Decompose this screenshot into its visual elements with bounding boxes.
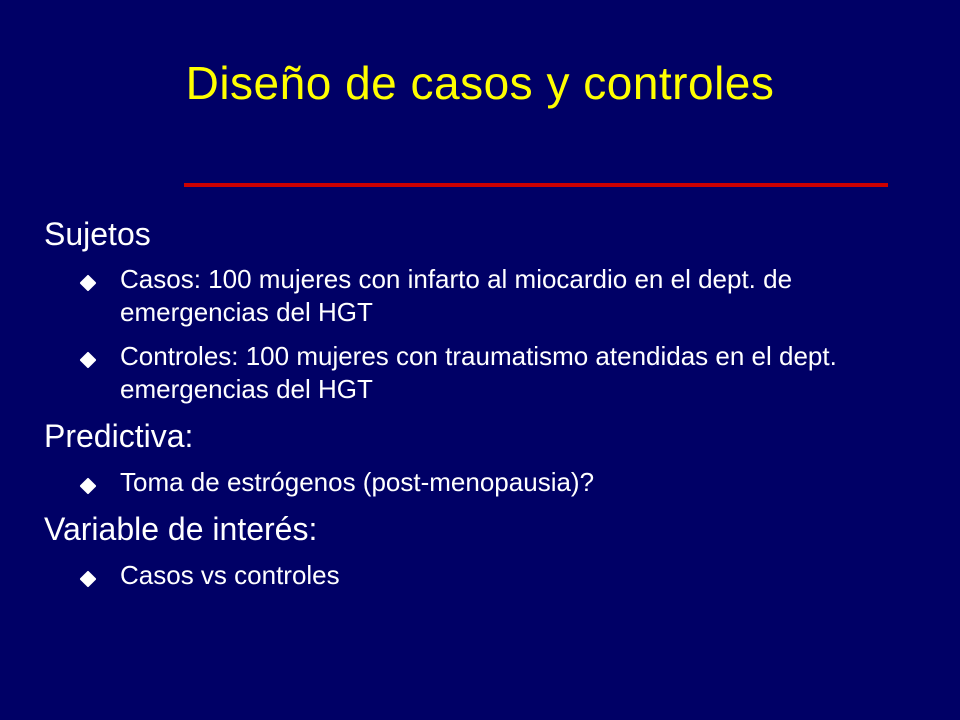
bullet-text: Controles: 100 mujeres con traumatismo atendidas en el dept. emergencias del HGT [120, 341, 837, 404]
section-heading: Sujetos [44, 216, 151, 252]
slide-content [44, 215, 944, 603]
bullet-text: Casos vs controles [120, 559, 340, 590]
bullet-item [44, 466, 940, 499]
diamond-bullet-icon [80, 570, 97, 587]
bullet-text: Toma de estrógenos (post-menopausia)? [120, 466, 595, 497]
section-heading: Variable de interés: [44, 511, 318, 548]
section-predictiva [44, 417, 944, 498]
bullet-item [44, 559, 940, 592]
bullet-item [44, 340, 940, 405]
slide-title: Diseño de casos y controles [185, 57, 775, 109]
section-heading: Predictiva: [44, 418, 194, 455]
diamond-bullet-icon [80, 477, 97, 494]
bullet-item [44, 263, 940, 328]
diamond-bullet-icon [80, 352, 97, 369]
bullet-list [44, 559, 944, 592]
title-divider [184, 183, 888, 187]
bullet-text: Casos: 100 mujeres con infarto al miocardio en el dept. de emergencias del HGT [120, 264, 793, 327]
diamond-bullet-icon [80, 275, 97, 292]
bullet-list [44, 466, 944, 499]
section-variable-interes [44, 510, 944, 591]
bullet-list [44, 263, 944, 405]
section-sujetos [44, 215, 944, 405]
